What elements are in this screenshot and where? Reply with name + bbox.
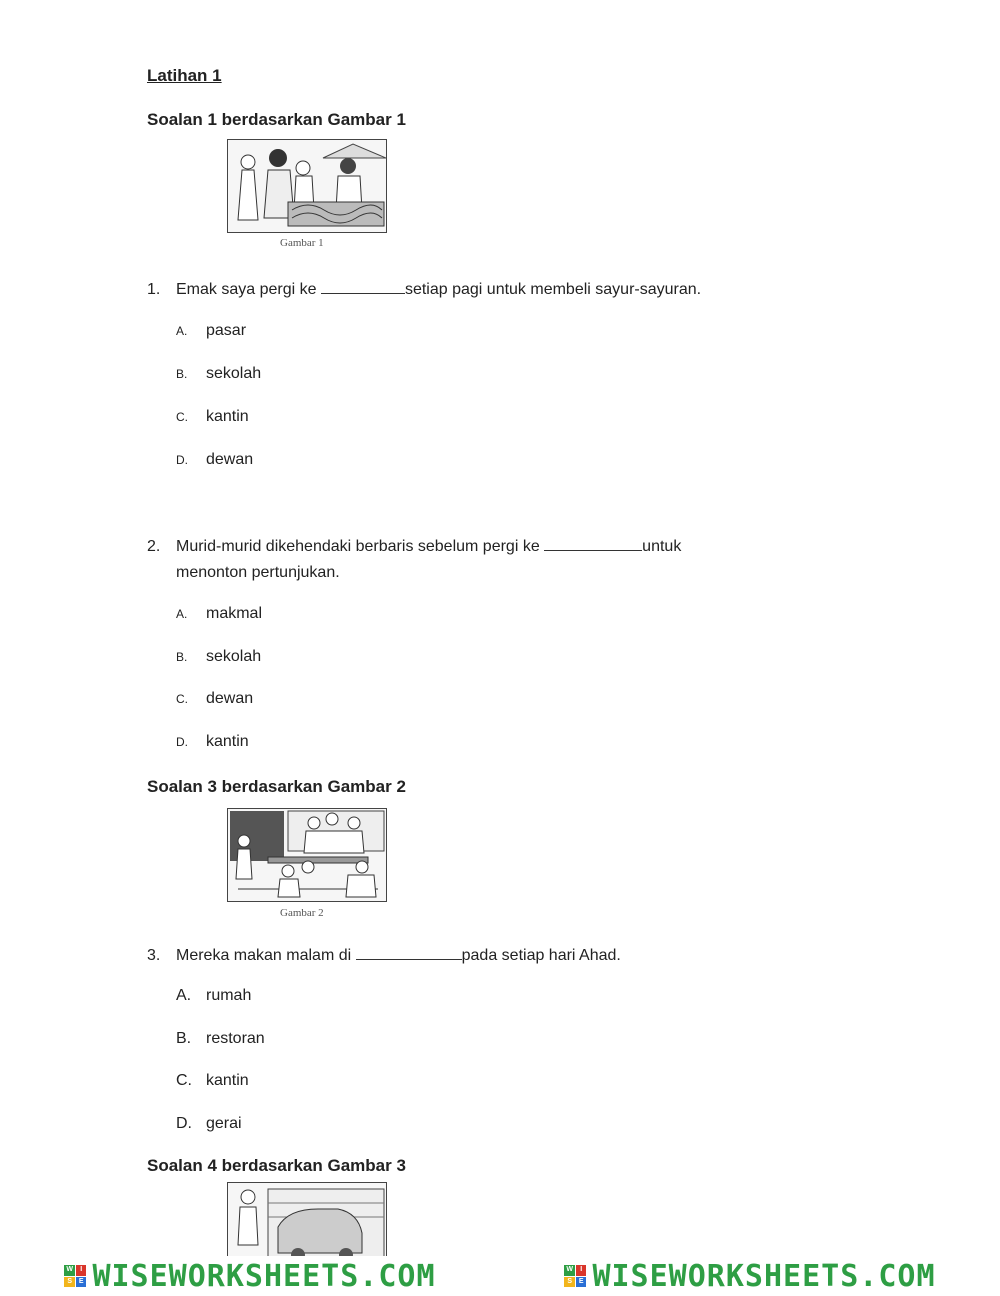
option-label: A.: [176, 987, 192, 1004]
option-c[interactable]: [176, 408, 249, 426]
option-label: B.: [176, 1030, 192, 1047]
question-number: 2.: [147, 538, 161, 555]
option-text: sekolah: [206, 648, 262, 665]
option-d[interactable]: [176, 1115, 242, 1133]
option-text: rumah: [206, 987, 252, 1004]
brand-wordmark: WISEWORKSHEETS.COM: [92, 1258, 436, 1294]
option-label: A.: [176, 607, 188, 621]
question-text-after: untuk: [642, 538, 682, 555]
answer-blank[interactable]: [356, 945, 462, 960]
logo-letter: E: [576, 1277, 587, 1288]
option-a[interactable]: [176, 322, 246, 340]
option-text: dewan: [206, 451, 254, 468]
option-c[interactable]: [176, 1072, 249, 1090]
option-label: B.: [176, 650, 188, 664]
question-2: [147, 534, 867, 586]
section-heading-4: Soalan 4 berdasarkan Gambar 3: [147, 1156, 406, 1175]
question-text-line2: menonton pertunjukan.: [176, 564, 340, 581]
option-d[interactable]: [176, 733, 249, 751]
option-label: D.: [176, 1115, 192, 1132]
option-text: makmal: [206, 605, 263, 622]
option-a[interactable]: [176, 605, 262, 623]
logo-letter: I: [576, 1265, 587, 1276]
question-number: 3.: [147, 947, 161, 964]
question-3: [147, 943, 621, 969]
brand-logo-icon: [564, 1265, 586, 1287]
option-text: kantin: [206, 1072, 249, 1089]
logo-letter: E: [76, 1277, 87, 1288]
option-label: C.: [176, 410, 188, 424]
question-text-before: Mereka makan malam di: [176, 947, 356, 964]
logo-letter: S: [64, 1277, 75, 1288]
logo-letter: S: [564, 1277, 575, 1288]
option-b[interactable]: [176, 1030, 265, 1048]
caption-gambar-1: Gambar 1: [280, 237, 324, 249]
question-text-before: Emak saya pergi ke: [176, 281, 321, 298]
question-text-before: Murid-murid dikehendaki berbaris sebelum pergi ke: [176, 538, 545, 555]
watermark-footer: [0, 1256, 1000, 1296]
option-text: kantin: [206, 733, 249, 750]
question-text-after: pada setiap hari Ahad.: [461, 947, 621, 964]
option-text: pasar: [206, 322, 247, 339]
option-text: dewan: [206, 690, 254, 707]
brand-logo-icon: [64, 1265, 86, 1287]
option-label: C.: [176, 692, 188, 706]
picture-market-illustration: [227, 139, 387, 233]
option-a[interactable]: [176, 987, 251, 1005]
answer-blank[interactable]: [544, 536, 642, 551]
option-label: C.: [176, 1072, 192, 1089]
option-text: gerai: [206, 1115, 242, 1132]
question-1: [147, 277, 701, 303]
brand-wordmark: WISEWORKSHEETS.COM: [592, 1258, 936, 1294]
option-label: A.: [176, 324, 188, 338]
brand-watermark: [64, 1259, 435, 1294]
option-text: restoran: [206, 1030, 265, 1047]
option-d[interactable]: [176, 451, 253, 469]
picture-street-illustration: [227, 1182, 387, 1264]
logo-letter: W: [64, 1265, 75, 1276]
option-text: kantin: [206, 408, 249, 425]
logo-letter: I: [76, 1265, 87, 1276]
caption-gambar-2: Gambar 2: [280, 907, 324, 919]
section-heading-3: Soalan 3 berdasarkan Gambar 2: [147, 777, 406, 796]
question-number: 1.: [147, 281, 161, 298]
section-heading-1: Soalan 1 berdasarkan Gambar 1: [147, 110, 406, 129]
answer-blank[interactable]: [321, 279, 405, 294]
option-label: B.: [176, 367, 188, 381]
option-text: sekolah: [206, 365, 262, 382]
option-label: D.: [176, 735, 188, 749]
option-b[interactable]: [176, 365, 261, 383]
brand-watermark: [564, 1259, 935, 1294]
option-b[interactable]: [176, 648, 261, 666]
logo-letter: W: [564, 1265, 575, 1276]
picture-dinner-illustration: [227, 808, 387, 902]
option-c[interactable]: [176, 690, 253, 708]
question-text-after: setiap pagi untuk membeli sayur-sayuran.: [404, 281, 702, 298]
option-label: D.: [176, 453, 188, 467]
page-title: Latihan 1: [147, 66, 222, 85]
